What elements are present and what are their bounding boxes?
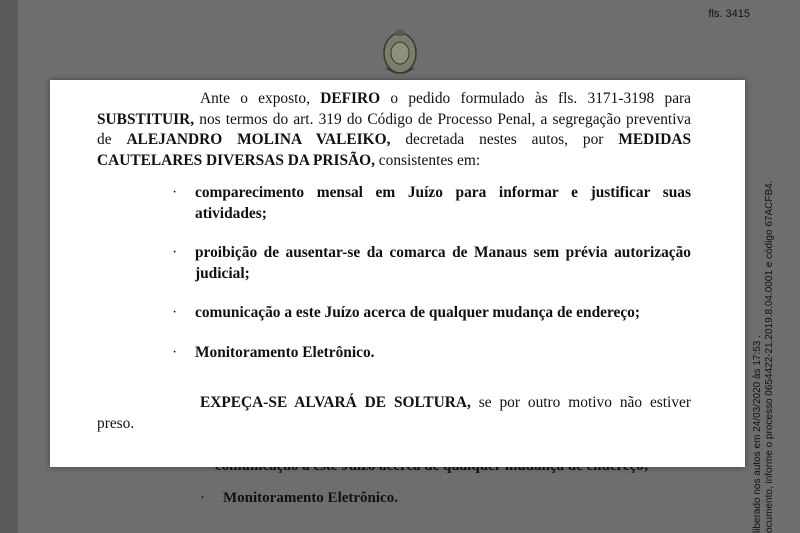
list-item: · comunicação a este Juízo acerca de qualquer mudança de endereço;: [172, 304, 640, 321]
court-crest-icon: [380, 28, 420, 78]
measures-heading: MEDIDAS CAUTELARES DIVERSAS DA PRISÃO,: [97, 131, 692, 169]
substituir-text: SUBSTITUIR,: [97, 110, 195, 128]
side-strip: [784, 0, 800, 533]
background-line-monitoring: · Monitoramento Eletrônico.: [200, 490, 398, 506]
release-order-paragraph: EXPEÇA-SE ALVARÁ DE SOLTURA, se por outro motivo não estiver preso.: [97, 394, 691, 432]
list-item: · Monitoramento Eletrônico.: [172, 343, 375, 361]
measures-list: [97, 183, 691, 363]
excerpt-content: [97, 89, 691, 434]
list-item: · comparecimento mensal em Juízo para informar e justificar suas atividades;: [172, 184, 691, 222]
side-note-release: liberado nos autos em 24/03/2020 às 17:53 .: [752, 335, 763, 533]
release-order-bold: EXPEÇA-SE ALVARÁ DE SOLTURA,: [200, 394, 471, 411]
defiro-text: DEFIRO: [320, 90, 381, 107]
page-number: fls. 3415: [708, 8, 750, 20]
list-item: · proibição de ausentar-se da comarca de Manaus sem prévia autorização judicial;: [172, 244, 691, 282]
defendant-name: ALEJANDRO MOLINA VALEIKO,: [126, 131, 391, 148]
zoomed-document-excerpt: [50, 80, 745, 467]
side-note-process: ocumento, informe o processo 0654422-21.2019.8.04.0001 e código 67ACFB4.: [764, 180, 775, 533]
decision-paragraph: Ante o exposto, DEFIRO o pedido formulado às fls. 3171-3198 para SUBSTITUIR, nos termos do art. 319 do Código de Processo Penal, a segregação preventiva de ALEJANDRO MOLINA VALEIKO, decretada nestes autos, por MEDIDAS CAUTELARES DIVERSAS DA PRISÃO, consistentes em:: [97, 90, 692, 169]
